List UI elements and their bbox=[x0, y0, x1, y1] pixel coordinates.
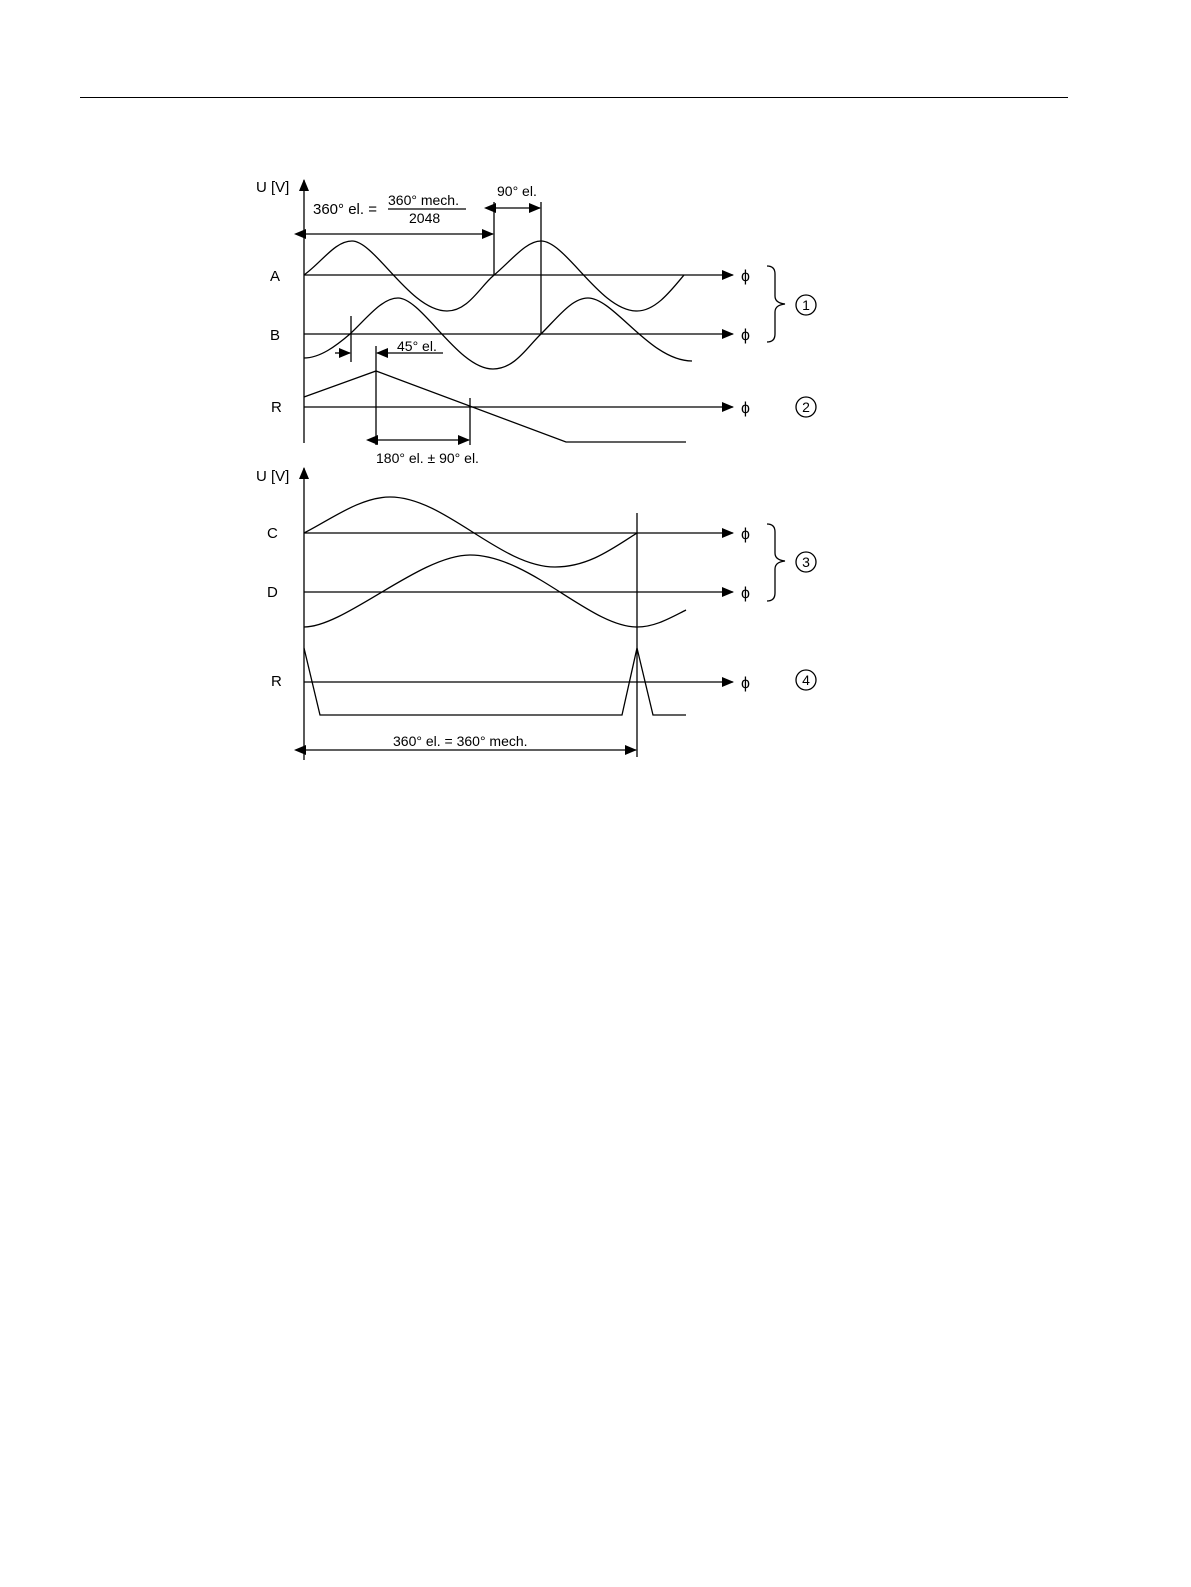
channel-r-top-label: R bbox=[271, 399, 282, 416]
brace-group-3 bbox=[767, 524, 785, 601]
annotation-360-el-mech: 360° el. = 360° mech. bbox=[393, 733, 528, 749]
marker-number-3: 3 bbox=[802, 554, 810, 570]
channel-a-label: A bbox=[270, 268, 281, 285]
signal-d-wave bbox=[304, 555, 686, 627]
top-axis-label: U [V] bbox=[256, 179, 290, 196]
formula-denominator: 2048 bbox=[409, 210, 441, 226]
phi-label-r-bottom: ϕ bbox=[741, 675, 750, 692]
phi-label-r-top: ϕ bbox=[741, 400, 750, 417]
marker-number-1: 1 bbox=[802, 297, 810, 313]
signal-c-wave bbox=[304, 497, 637, 567]
phi-label-c: ϕ bbox=[741, 526, 750, 543]
marker-number-2: 2 bbox=[802, 399, 810, 415]
bottom-axis-label: U [V] bbox=[256, 468, 290, 485]
channel-c-label: C bbox=[267, 525, 278, 542]
channel-r-bottom-label: R bbox=[271, 673, 282, 690]
channel-b-label: B bbox=[270, 327, 281, 344]
formula-lhs: 360° el. = bbox=[313, 201, 377, 218]
phi-label-b: ϕ bbox=[741, 327, 750, 344]
phi-label-d: ϕ bbox=[741, 585, 750, 602]
brace-group-1 bbox=[767, 266, 785, 342]
annotation-180-el: 180° el. ± 90° el. bbox=[376, 450, 479, 466]
annotation-45-el: 45° el. bbox=[397, 338, 437, 354]
marker-number-4: 4 bbox=[802, 672, 810, 688]
annotation-90-el: 90° el. bbox=[497, 183, 537, 199]
channel-d-label: D bbox=[267, 584, 278, 601]
phi-label-a: ϕ bbox=[741, 268, 750, 285]
formula-numerator: 360° mech. bbox=[388, 192, 459, 208]
